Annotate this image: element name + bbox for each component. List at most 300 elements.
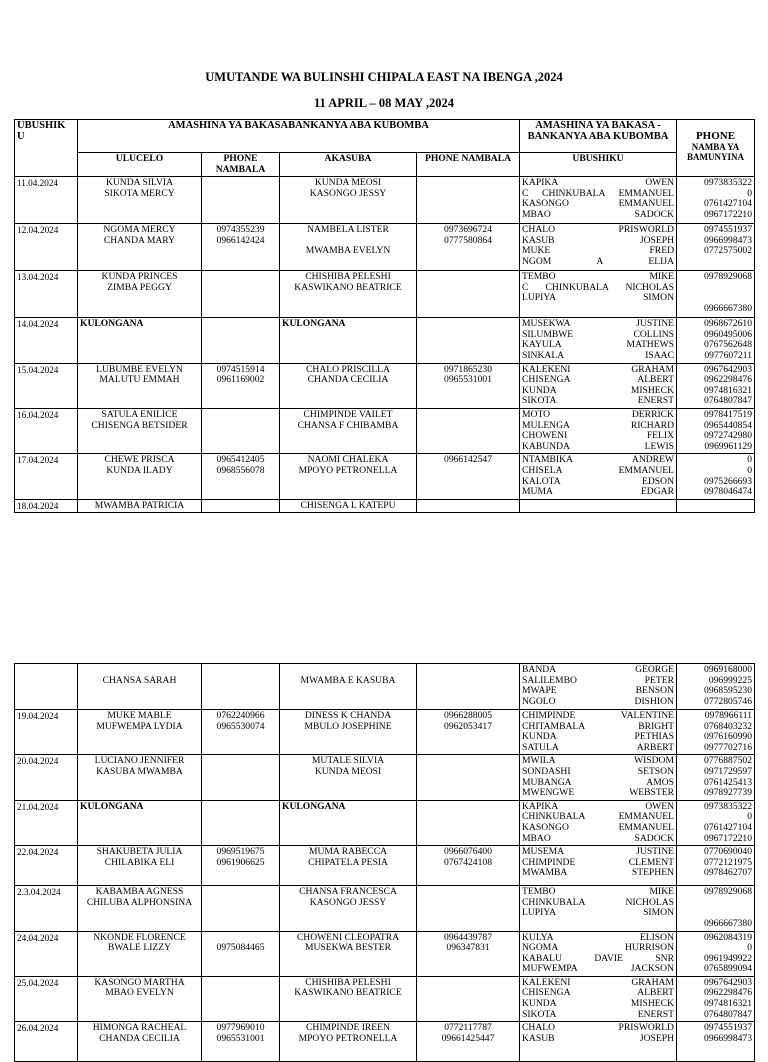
ulucelo-names-line: BWALE LIZZY bbox=[107, 942, 172, 954]
akasuba-names-line: NAMBELA LISTER bbox=[307, 224, 389, 236]
ubushiku-names-line: KAYULA MATHEWS bbox=[522, 339, 674, 351]
ulucelo-names bbox=[78, 886, 202, 931]
akasuba-phones bbox=[417, 800, 520, 845]
akasuba-phones-line: 0772117787 bbox=[444, 1022, 492, 1034]
ubushiku-names-line: NGOMA HURRISON bbox=[522, 942, 674, 954]
akasuba-names-line: CHIMPINDE VAILET bbox=[303, 408, 393, 420]
date-cell: 22.04.2024 bbox=[15, 846, 78, 886]
ulucelo-names-line: SIKOTA MERCY bbox=[104, 187, 175, 199]
akasuba-phones bbox=[417, 363, 520, 408]
ubushiku-names bbox=[520, 224, 677, 271]
header-ubushiku: UBUSHIKU bbox=[520, 153, 677, 177]
ubushiku-names-line: KUNDA PETHIAS bbox=[522, 731, 674, 743]
ubushiku-names-line: MOTO DERRICK bbox=[522, 408, 674, 420]
ubushiku-names-line: LUPIYA SIMON bbox=[522, 907, 674, 919]
akasuba-names-line: CHISHIBA PELESHI bbox=[305, 976, 391, 988]
date-cell: 2.3.04.2024 bbox=[15, 886, 78, 931]
ulucelo-phones-line: 0762240966 bbox=[216, 710, 265, 721]
ulucelo-names-line: CHANDA MARY bbox=[103, 234, 176, 246]
ubushiku-phones bbox=[677, 499, 755, 513]
ubushiku-phones-line: 0978966111 bbox=[704, 710, 752, 721]
akasuba-names-line: KUNDA MEOSI bbox=[314, 177, 382, 189]
date-cell: 11.04.2024 bbox=[15, 177, 78, 224]
ubushiku-phones-line: 0969961129 bbox=[704, 440, 752, 452]
akasuba-names bbox=[280, 886, 417, 931]
ubushiku-phones-line: 0962084319 bbox=[704, 931, 752, 943]
ubushiku-names-line: TEMBO MIKE bbox=[522, 886, 674, 898]
akasuba-names bbox=[280, 454, 417, 499]
roster-table-part-2 bbox=[14, 663, 755, 1062]
akasuba-names-line: CHIPATELA PESIA bbox=[308, 856, 388, 868]
roster-table-part-1 bbox=[14, 119, 755, 513]
ulucelo-names bbox=[78, 224, 202, 271]
ulucelo-names-line: MWAMBA PATRICIA bbox=[94, 499, 185, 511]
ubushiku-phones-line: 0772575002 bbox=[704, 245, 752, 257]
ubushiku-phones-line: 0765899094 bbox=[704, 963, 752, 975]
akasuba-names-line: MWAMBA E KASUBA bbox=[300, 674, 396, 686]
akasuba-names-line: CHOWENI CLEOPATRA bbox=[296, 931, 400, 943]
ubushiku-phones-line: 0767562648 bbox=[704, 339, 752, 351]
date-cell: 16.04.2024 bbox=[15, 408, 78, 453]
ubushiku-phones-line: 0 bbox=[747, 464, 752, 476]
ubushiku-names-line: MULENGA RICHARD bbox=[522, 419, 674, 431]
ulucelo-names bbox=[78, 976, 202, 1021]
ubushiku-phones-line: 0776887502 bbox=[704, 755, 752, 767]
akasuba-names-line: CHISENGA L KATEPU bbox=[300, 499, 396, 511]
akasuba-phones-line: 09661425447 bbox=[441, 1032, 495, 1044]
roster-row bbox=[15, 710, 755, 755]
akasuba-names-line: CHANDA CECILIA bbox=[307, 374, 389, 386]
date-cell: 26.04.2024 bbox=[15, 1022, 78, 1062]
ulucelo-names bbox=[78, 800, 202, 845]
roster-row bbox=[15, 408, 755, 453]
ubushiku-phones bbox=[677, 177, 755, 224]
ulucelo-names bbox=[78, 408, 202, 453]
ubushiku-phones-line: 0976160990 bbox=[704, 731, 752, 743]
akasuba-phones-line: 0973696724 bbox=[444, 224, 492, 236]
date-cell: 18.04.2024 bbox=[15, 499, 78, 513]
akasuba-names-line: MUTALE SILVIA bbox=[311, 755, 385, 767]
ulucelo-names-line: CHANSA SARAH bbox=[102, 674, 177, 686]
ubushiku-names-line: C CHINKUBALA NICHOLAS bbox=[522, 281, 674, 293]
ulucelo-phones bbox=[202, 976, 280, 1021]
ubushiku-names bbox=[520, 177, 677, 224]
ubushiku-phones-line: 0974816321 bbox=[704, 384, 752, 396]
ubushiku-phones bbox=[677, 318, 755, 363]
date-cell: 12.04.2024 bbox=[15, 224, 78, 271]
ubushiku-names-line: C CHINKUBALA EMMANUEL bbox=[522, 187, 674, 199]
ulucelo-names-line: LUCIANO JENNIFER bbox=[94, 755, 185, 767]
ubushiku-names-line: CHIMPINDE VALENTINE bbox=[522, 710, 674, 721]
ulucelo-phones-line: 0974515914 bbox=[216, 363, 265, 375]
ubushiku-phones-line: 0761425413 bbox=[704, 776, 752, 788]
ulucelo-names-line: MALUTU EMMAH bbox=[99, 374, 180, 386]
akasuba-phones-line: 0964439787 bbox=[444, 931, 492, 943]
ulucelo-names-line: KUNDA ILADY bbox=[106, 464, 173, 476]
ulucelo-phones bbox=[202, 846, 280, 886]
ulucelo-names bbox=[78, 1022, 202, 1062]
ubushiku-names-line: CHISELA EMMANUEL bbox=[522, 464, 674, 476]
ubushiku-phones-line: 0967172210 bbox=[704, 208, 752, 220]
ulucelo-phones-line: 0974355239 bbox=[216, 224, 265, 236]
ulucelo-phones bbox=[202, 271, 280, 318]
ulucelo-phones bbox=[202, 710, 280, 755]
akasuba-phones bbox=[417, 710, 520, 755]
ulucelo-names-line: HIMONGA RACHEAL bbox=[92, 1022, 187, 1034]
roster-row bbox=[15, 454, 755, 499]
ubushiku-phones-line: 0 bbox=[747, 942, 752, 954]
akasuba-names bbox=[280, 318, 417, 363]
ubushiku-phones-line: 0978927739 bbox=[704, 787, 752, 799]
ulucelo-names-line: SHAKUBETA JULIA bbox=[96, 846, 183, 858]
ubushiku-names-line: KAPIKA OWEN bbox=[522, 177, 674, 189]
ubushiku-phones-line: 0973835322 bbox=[704, 177, 752, 189]
ubushiku-names-line: KASUB JOSEPH bbox=[522, 234, 674, 246]
ulucelo-names-line: CHILUBA ALPHONSINA bbox=[86, 896, 193, 908]
ubushiku-phones-line: 0967172210 bbox=[704, 832, 752, 844]
ubushiku-names bbox=[520, 363, 677, 408]
akasuba-names bbox=[280, 755, 417, 800]
roster-row bbox=[15, 664, 755, 710]
document-date-range: 11 APRIL – 08 MAY ,2024 bbox=[313, 96, 455, 110]
ulucelo-names bbox=[78, 271, 202, 318]
ubushiku-names-line: KALOTA EDSON bbox=[522, 475, 674, 487]
ubushiku-phones-line: 0965440854 bbox=[704, 419, 752, 431]
ubushiku-names-line: BANDA GEORGE bbox=[522, 664, 674, 675]
ubushiku-names bbox=[520, 664, 677, 710]
ubushiku-names-line: KABUNDA LEWIS bbox=[522, 440, 674, 452]
ubushiku-phones bbox=[677, 454, 755, 499]
ubushiku-phones bbox=[677, 710, 755, 755]
akasuba-phones bbox=[417, 755, 520, 800]
ulucelo-names-line: KUNDA PRINCES bbox=[101, 271, 178, 283]
ubushiku-names bbox=[520, 454, 677, 499]
akasuba-names bbox=[280, 846, 417, 886]
ubushiku-names-line: CHINKUBALA EMMANUEL bbox=[522, 811, 674, 823]
akasuba-phones bbox=[417, 886, 520, 931]
roster-row bbox=[15, 846, 755, 886]
ulucelo-phones bbox=[202, 931, 280, 976]
header-group-day: AMASHINA YA BAKASABANKANYA ABA KUBOMBA bbox=[78, 120, 520, 153]
akasuba-phones bbox=[417, 499, 520, 513]
akasuba-names-line: CHISHIBA PELESHI bbox=[305, 271, 391, 283]
date-cell: 25.04.2024 bbox=[15, 976, 78, 1021]
ubushiku-names-line: KAPIKA OWEN bbox=[522, 800, 674, 812]
roster-body-part-1 bbox=[15, 177, 755, 513]
ubushiku-phones-line: 0761427104 bbox=[704, 198, 752, 210]
roster-row bbox=[15, 271, 755, 318]
date-cell: 17.04.2024 bbox=[15, 454, 78, 499]
header-date: UBUSHIK U bbox=[15, 120, 78, 177]
ulucelo-names-line: KUNDA SILVIA bbox=[105, 177, 174, 189]
ubushiku-names-line: NGOLO DISHION bbox=[522, 695, 674, 707]
akasuba-phones-line: 0966142547 bbox=[444, 454, 492, 466]
ubushiku-names-line: KULYA ELISON bbox=[522, 931, 674, 943]
akasuba-names-line: KASONGO JESSY bbox=[309, 896, 387, 908]
ulucelo-names-line: KABAMBA AGNESS bbox=[95, 886, 184, 898]
ubushiku-phones bbox=[677, 363, 755, 408]
ubushiku-phones-line: 0768403232 bbox=[704, 720, 752, 732]
akasuba-phones-line: 0767424108 bbox=[444, 856, 492, 868]
ubushiku-names-line: CHALO PRISWORLD bbox=[522, 224, 674, 236]
ubushiku-phones-line bbox=[679, 898, 752, 909]
akasuba-phones bbox=[417, 271, 520, 318]
ulucelo-phones bbox=[202, 363, 280, 408]
ulucelo-names bbox=[78, 755, 202, 800]
ulucelo-names-line: KASUBA MWAMBA bbox=[96, 765, 183, 777]
ubushiku-names-line: KASUB JOSEPH bbox=[522, 1032, 674, 1044]
roster-row bbox=[15, 224, 755, 271]
ubushiku-phones-line: 0761427104 bbox=[704, 821, 752, 833]
akasuba-names-line: KASWIKANO BEATRICE bbox=[294, 281, 402, 293]
ubushiku-phones-line: 0968672610 bbox=[704, 318, 752, 330]
akasuba-phones-line: 0965531001 bbox=[444, 374, 492, 386]
ulucelo-names bbox=[78, 454, 202, 499]
akasuba-names-line: DINESS K CHANDA bbox=[304, 710, 392, 721]
ubushiku-phones-line: 0973835322 bbox=[704, 800, 752, 812]
date-cell: 15.04.2024 bbox=[15, 363, 78, 408]
ubushiku-phones-line: 096999225 bbox=[708, 674, 752, 686]
ulucelo-names-line: CHEWE PRISCA bbox=[104, 454, 175, 466]
ubushiku-names bbox=[520, 846, 677, 886]
akasuba-phones bbox=[417, 931, 520, 976]
ulucelo-names bbox=[78, 664, 202, 710]
ulucelo-phones bbox=[202, 224, 280, 271]
ubushiku-phones bbox=[677, 976, 755, 1021]
ubushiku-phones-line: 0974816321 bbox=[704, 998, 752, 1010]
date-cell: 24.04.2024 bbox=[15, 931, 78, 976]
ubushiku-names bbox=[520, 271, 677, 318]
ubushiku-names bbox=[520, 408, 677, 453]
ubushiku-phones bbox=[677, 800, 755, 845]
ubushiku-phones-line: 0977702716 bbox=[704, 741, 752, 753]
ubushiku-phones bbox=[677, 664, 755, 710]
ubushiku-names-line: SIKOTA ENERST bbox=[522, 395, 674, 407]
ubushiku-names-line: KALEKENI GRAHAM bbox=[522, 976, 674, 988]
ulucelo-phones bbox=[202, 318, 280, 363]
roster-row bbox=[15, 800, 755, 845]
ubushiku-names-line: SONDASHI SETSON bbox=[522, 765, 674, 777]
ulucelo-names-line: MUKE MABLE bbox=[107, 710, 172, 721]
date-cell: 19.04.2024 bbox=[15, 710, 78, 755]
akasuba-names-line: CHIMPINDE IREEN bbox=[306, 1022, 390, 1034]
akasuba-names-line: KULONGANA bbox=[282, 800, 346, 812]
ulucelo-names-line: CHISENGA BETSIDER bbox=[91, 419, 188, 431]
akasuba-names bbox=[280, 499, 417, 513]
ubushiku-phones bbox=[677, 886, 755, 931]
ulucelo-phones bbox=[202, 886, 280, 931]
ubushiku-names-line: TEMBO MIKE bbox=[522, 271, 674, 283]
ubushiku-phones-line: 0978929068 bbox=[704, 886, 752, 898]
akasuba-phones bbox=[417, 846, 520, 886]
akasuba-names-line bbox=[282, 665, 414, 676]
ulucelo-phones-line: 0965530074 bbox=[216, 720, 265, 732]
akasuba-names-line: MPOYO PETRONELLA bbox=[298, 464, 398, 476]
ubushiku-names-line: MUSEMA JUSTINE bbox=[522, 846, 674, 858]
akasuba-names-line: NAOMI CHALEKA bbox=[307, 454, 389, 466]
ubushiku-names-line: KASONGO EMMANUEL bbox=[522, 198, 674, 210]
ulucelo-phones bbox=[202, 408, 280, 453]
akasuba-names-line: KULONGANA bbox=[282, 318, 346, 330]
ubushiku-phones bbox=[677, 1022, 755, 1062]
ubushiku-names-line: SATULA ARBERT bbox=[522, 741, 674, 753]
ubushiku-names bbox=[520, 499, 677, 513]
ubushiku-names-line: MUFWEMPA JACKSON bbox=[522, 963, 674, 975]
ulucelo-phones-line: 0961906625 bbox=[216, 856, 265, 868]
header-phone-1: PHONE NAMBALA bbox=[202, 153, 280, 177]
ulucelo-names-line: MBAO EVELYN bbox=[105, 987, 174, 999]
ubushiku-names-line: CHITAMBALA BRIGHT bbox=[522, 720, 674, 732]
akasuba-names-line: CHANSA F CHIBAMBA bbox=[297, 419, 399, 431]
akasuba-phones bbox=[417, 408, 520, 453]
ubushiku-names bbox=[520, 931, 677, 976]
ubushiku-phones-line: 0772121975 bbox=[704, 856, 752, 868]
ubushiku-names-line: CHIMPINDE CLEMENT bbox=[522, 856, 674, 868]
ubushiku-phones-line: 0978046474 bbox=[704, 486, 752, 498]
ubushiku-phones-line: 0966667380 bbox=[704, 302, 752, 314]
akasuba-names bbox=[280, 271, 417, 318]
ubushiku-phones-line: 0 bbox=[747, 811, 752, 823]
ulucelo-names-line: CHANDA CECILIA bbox=[99, 1032, 180, 1044]
ubushiku-phones-line: 0962298476 bbox=[704, 374, 752, 386]
ubushiku-names-line: NGOM A ELIJA bbox=[522, 255, 674, 267]
ubushiku-names-line: MWAPE BENSON bbox=[522, 685, 674, 697]
ubushiku-names-line: KUNDA MISHECK bbox=[522, 384, 674, 396]
roster-row bbox=[15, 499, 755, 513]
ubushiku-names-line: MUSEKWA JUSTINE bbox=[522, 318, 674, 330]
akasuba-names-line: KASONGO JESSY bbox=[309, 187, 387, 199]
roster-row bbox=[15, 363, 755, 408]
akasuba-phones-line: 0966076400 bbox=[444, 846, 492, 858]
ubushiku-names-line: MUBANGA AMOS bbox=[522, 776, 674, 788]
ulucelo-names bbox=[78, 177, 202, 224]
ubushiku-names bbox=[520, 318, 677, 363]
document-title: UMUTANDE WA BULINSHI CHIPALA EAST NA IBENGA ,2024 bbox=[205, 70, 563, 84]
date-cell: 14.04.2024 bbox=[15, 318, 78, 363]
ubushiku-phones-line: 0770690040 bbox=[704, 846, 752, 858]
ubushiku-phones-line: 0977607211 bbox=[704, 349, 752, 361]
ubushiku-phones-line: 0971729597 bbox=[704, 765, 752, 777]
ubushiku-names-line: MUKE FRED bbox=[522, 245, 674, 257]
ubushiku-names-line: SINKALA ISAAC bbox=[522, 349, 674, 361]
ubushiku-phones bbox=[677, 271, 755, 318]
ulucelo-phones-line: 0966142424 bbox=[216, 234, 265, 246]
ubushiku-names-line: KABALU DAVIE SNR bbox=[522, 952, 674, 964]
ubushiku-phones bbox=[677, 755, 755, 800]
date-cell: 13.04.2024 bbox=[15, 271, 78, 318]
ulucelo-names bbox=[78, 710, 202, 755]
ulucelo-phones-line: 0961169002 bbox=[216, 374, 265, 386]
akasuba-phones bbox=[417, 454, 520, 499]
ubushiku-names bbox=[520, 710, 677, 755]
header-phone-relatives: PHONE NAMBA YA BAMUNYINA bbox=[677, 120, 755, 177]
ubushiku-names bbox=[520, 976, 677, 1021]
akasuba-names bbox=[280, 363, 417, 408]
ubushiku-names-line: MUMA EDGAR bbox=[522, 486, 674, 498]
akasuba-names bbox=[280, 1022, 417, 1062]
ulucelo-names-line: SATULA ENILICE bbox=[101, 408, 178, 420]
ubushiku-names-line: LUPIYA SIMON bbox=[522, 292, 674, 304]
ulucelo-names bbox=[78, 318, 202, 363]
akasuba-names-line: MBULO JOSEPHINE bbox=[304, 720, 392, 732]
roster-body-part-2 bbox=[15, 664, 755, 1062]
ulucelo-names-line: NGOMA MERCY bbox=[103, 224, 176, 236]
header-phone-2: PHONE NAMBALA bbox=[417, 153, 520, 177]
ulucelo-phones bbox=[202, 1022, 280, 1062]
akasuba-names-line: MPOYO PETRONELLA bbox=[298, 1032, 398, 1044]
akasuba-phones bbox=[417, 664, 520, 710]
akasuba-names-line: MUSEKWA BESTER bbox=[304, 942, 392, 954]
akasuba-names-line: CHANSA FRANCESCA bbox=[299, 886, 397, 898]
ulucelo-names-line: KULONGANA bbox=[80, 318, 144, 330]
roster-row bbox=[15, 755, 755, 800]
date-cell: 20.04.2024 bbox=[15, 755, 78, 800]
akasuba-names-line: KUNDA MEOSI bbox=[314, 765, 382, 777]
akasuba-phones-line: 0966288005 bbox=[444, 710, 492, 721]
ubushiku-phones-line: 0962298476 bbox=[704, 987, 752, 999]
ubushiku-phones bbox=[677, 931, 755, 976]
ulucelo-phones bbox=[202, 499, 280, 513]
ubushiku-phones-line: 0968595230 bbox=[704, 685, 752, 697]
akasuba-phones-line: 0971865230 bbox=[444, 363, 492, 375]
roster-row bbox=[15, 976, 755, 1021]
ubushiku-names-line: MBAO SADOCK bbox=[522, 208, 674, 220]
header-group-night: AMASHINA YA BAKASA - BANKANYA ABA KUBOMBA bbox=[520, 120, 677, 153]
ulucelo-names-line: KASONGO MARTHA bbox=[94, 976, 185, 988]
akasuba-names bbox=[280, 931, 417, 976]
akasuba-phones bbox=[417, 1022, 520, 1062]
ubushiku-names-line: KALEKENI GRAHAM bbox=[522, 363, 674, 375]
ubushiku-names-line: MBAO SADOCK bbox=[522, 832, 674, 844]
ulucelo-phones-line: 0975084465 bbox=[216, 942, 265, 954]
ulucelo-names-line: NKONDE FLORENCE bbox=[93, 931, 186, 943]
akasuba-names bbox=[280, 976, 417, 1021]
ubushiku-phones-line: 0764807847 bbox=[704, 395, 752, 407]
ulucelo-names-line: LUBUMBE EVELYN bbox=[96, 363, 183, 375]
akasuba-phones-line: 0777580864 bbox=[444, 234, 492, 246]
ubushiku-names-line: CHALO PRISWORLD bbox=[522, 1022, 674, 1034]
ubushiku-phones-line: 0764807847 bbox=[704, 1008, 752, 1020]
ubushiku-phones bbox=[677, 846, 755, 886]
ubushiku-phones-line: 0966667380 bbox=[704, 917, 752, 929]
date-cell: 21.04.2024 bbox=[15, 800, 78, 845]
date-cell bbox=[15, 664, 78, 710]
ulucelo-phones bbox=[202, 755, 280, 800]
ubushiku-phones-line: 0969168000 bbox=[704, 664, 752, 675]
ubushiku-names-line: MWAMBA STEPHEN bbox=[522, 867, 674, 879]
ubushiku-phones-line: 0967642903 bbox=[704, 976, 752, 988]
roster-row bbox=[15, 177, 755, 224]
ulucelo-phones-line: 0965412405 bbox=[216, 454, 265, 466]
akasuba-names bbox=[280, 710, 417, 755]
akasuba-names-line: MUMA RABECCA bbox=[308, 846, 388, 858]
ulucelo-phones-line: 0968556078 bbox=[216, 464, 265, 476]
akasuba-phones bbox=[417, 224, 520, 271]
ubushiku-phones-line: 0974551937 bbox=[704, 1022, 752, 1034]
ubushiku-phones bbox=[677, 224, 755, 271]
ulucelo-phones-line: 0977969010 bbox=[216, 1022, 265, 1034]
ulucelo-phones-line: 0965531001 bbox=[216, 1032, 265, 1044]
ubushiku-names-line: MWENGWE WEBSTER bbox=[522, 787, 674, 799]
ubushiku-phones-line: 0961949922 bbox=[704, 952, 752, 964]
ubushiku-names-line: NTAMBIKA ANDREW bbox=[522, 454, 674, 466]
ubushiku-names bbox=[520, 1022, 677, 1062]
ubushiku-names bbox=[520, 755, 677, 800]
akasuba-names-line: KASWIKANO BEATRICE bbox=[294, 987, 402, 999]
ubushiku-names-line: CHINKUBALA NICHOLAS bbox=[522, 896, 674, 908]
ulucelo-phones bbox=[202, 664, 280, 710]
ubushiku-phones-line: 0978462707 bbox=[704, 867, 752, 879]
